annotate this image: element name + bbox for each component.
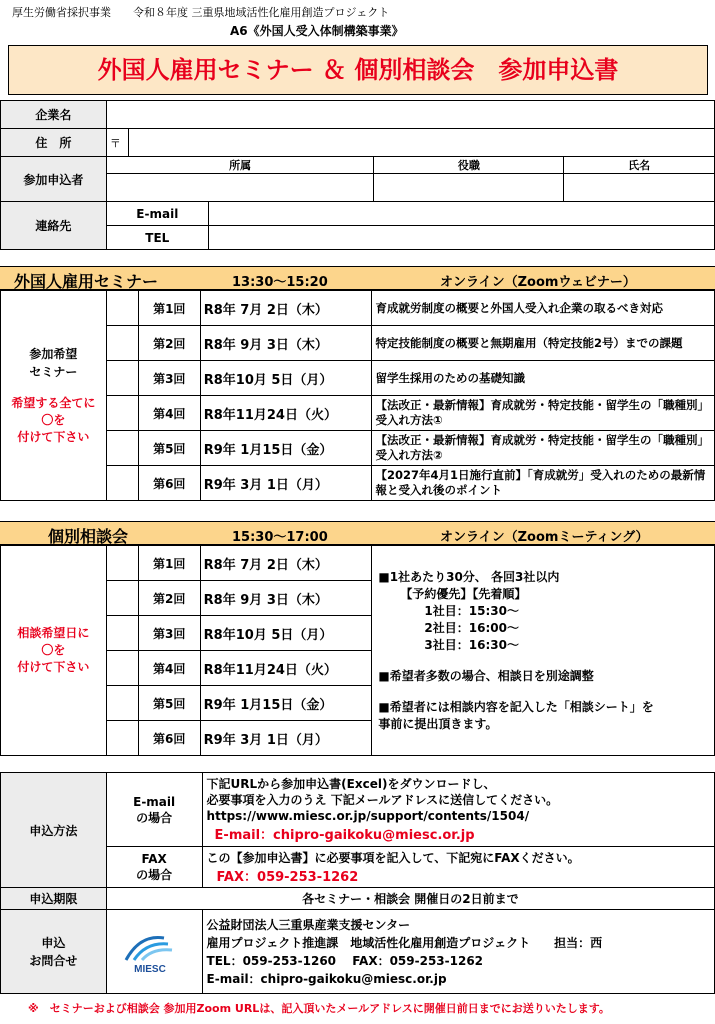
seminar-side-note: 希望する全てに 〇を 付けて下さい bbox=[11, 396, 96, 444]
consult-slot-2: 2社目：16:00～ bbox=[424, 620, 519, 635]
seminar-time: 13:30～15:20 bbox=[232, 275, 328, 290]
seminar-header bbox=[0, 266, 715, 290]
page-title: 外国人雇用セミナー ＆ 個別相談会 参加申込書 bbox=[97, 56, 619, 84]
address-input[interactable] bbox=[128, 129, 714, 157]
col-name: 氏名 bbox=[564, 157, 715, 174]
session-topic: 留学生採用のための基礎知識 bbox=[372, 361, 715, 396]
consult-side-note: 相談希望日に 〇を 付けて下さい bbox=[17, 626, 90, 674]
session-topic: 【法改正・最新情報】育成就労・特定技能・留学生の「職種別」受入れ方法② bbox=[372, 431, 715, 466]
session-no: 第3回 bbox=[138, 361, 200, 396]
session-no: 第6回 bbox=[138, 466, 200, 501]
session-topic: 【法改正・最新情報】育成就労・特定技能・留学生の「職種別」受入れ方法① bbox=[372, 396, 715, 431]
seminar-check-cell[interactable] bbox=[106, 291, 138, 326]
session-no: 第1回 bbox=[138, 291, 200, 326]
seminar-row bbox=[1, 396, 715, 431]
org-name: 公益財団法人三重県産業支援センター bbox=[206, 917, 411, 932]
session-date: R8年11月24日（火） bbox=[200, 396, 372, 431]
email-label: E-mail bbox=[106, 202, 208, 226]
dept-input[interactable] bbox=[106, 174, 374, 202]
consult-side-cell bbox=[1, 546, 107, 756]
session-no: 第5回 bbox=[138, 431, 200, 466]
email-instructions: 下記URLから参加申込書(Excel)をダウンロードし、 必要事項を入力のうえ 下記メールアドレスに送信してください。 https://www.miesc.or.jp/support/contents/1504/ bbox=[206, 777, 559, 823]
deadline-text: 各セミナー・相談会 開催日の2日前まで bbox=[106, 888, 714, 910]
consult-title: 個別相談会 bbox=[48, 527, 129, 546]
consult-no: 第4回 bbox=[138, 651, 200, 686]
footnote: ※ セミナーおよび相談会 参加用Zoom URLは、記入頂いたメールアドレスに開催日前日までにお送りいたします。 bbox=[28, 1002, 610, 1015]
consult-time: 15:30～17:00 bbox=[232, 530, 328, 545]
consult-date: R9年 3月 1日（月） bbox=[200, 721, 372, 756]
seminar-check-cell[interactable] bbox=[106, 326, 138, 361]
consult-header bbox=[0, 521, 715, 545]
session-no: 第2回 bbox=[138, 326, 200, 361]
method-label: 申込方法 bbox=[1, 773, 107, 888]
seminar-row bbox=[1, 291, 715, 326]
postal-mark: 〒 bbox=[106, 129, 128, 157]
consult-slot-3: 3社目：16:30～ bbox=[424, 637, 519, 652]
session-date: R8年10月 5日（月） bbox=[200, 361, 372, 396]
consult-note-2: 【予約優先】【先着順】 bbox=[400, 586, 527, 601]
col-dept: 所属 bbox=[106, 157, 374, 174]
tel-input[interactable] bbox=[208, 226, 714, 250]
ministry-project-line: 厚生労働省採択事業 令和８年度 三重県地域活性化雇用創造プロジェクト bbox=[12, 6, 390, 19]
consult-no: 第2回 bbox=[138, 581, 200, 616]
company-label: 企業名 bbox=[1, 101, 107, 129]
contact-label: 連絡先 bbox=[1, 202, 107, 250]
seminar-check-cell[interactable] bbox=[106, 431, 138, 466]
seminar-row bbox=[1, 431, 715, 466]
consult-notes bbox=[372, 546, 715, 756]
col-position: 役職 bbox=[374, 157, 564, 174]
consult-date: R9年 1月15日（金） bbox=[200, 686, 372, 721]
subtitle: A6《外国人受入体制構築事業》 bbox=[230, 24, 404, 38]
seminar-row bbox=[1, 326, 715, 361]
consult-table bbox=[0, 545, 715, 756]
org-email[interactable]: E-mail：chipro-gaikoku@miesc.or.jp bbox=[206, 971, 447, 986]
session-date: R9年 3月 1日（月） bbox=[200, 466, 372, 501]
consult-date: R8年10月 5日（月） bbox=[200, 616, 372, 651]
consult-no: 第5回 bbox=[138, 686, 200, 721]
fax-instructions: この【参加申込書】に必要事項を記入して、下記宛にFAXください。 bbox=[206, 851, 580, 865]
seminar-check-cell[interactable] bbox=[106, 361, 138, 396]
seminar-row bbox=[1, 466, 715, 501]
consult-check-cell[interactable] bbox=[106, 721, 138, 756]
session-topic: 育成就労制度の概要と外国人受入れ企業の取るべき対応 bbox=[372, 291, 715, 326]
consult-no: 第3回 bbox=[138, 616, 200, 651]
session-topic: 特定技能制度の概要と無期雇用（特定技能2号）までの課題 bbox=[372, 326, 715, 361]
consult-check-cell[interactable] bbox=[106, 546, 138, 581]
consult-no: 第6回 bbox=[138, 721, 200, 756]
contact-label-2: 申込 お問合せ bbox=[1, 910, 107, 994]
consult-check-cell[interactable] bbox=[106, 616, 138, 651]
position-input[interactable] bbox=[374, 174, 564, 202]
name-input[interactable] bbox=[564, 174, 715, 202]
seminar-mode: オンライン（Zoomウェビナー） bbox=[440, 275, 636, 290]
consult-check-cell[interactable] bbox=[106, 581, 138, 616]
participant-label: 参加申込者 bbox=[1, 157, 107, 202]
email-address[interactable]: E-mail：chipro-gaikoku@miesc.or.jp bbox=[214, 828, 475, 843]
consult-check-cell[interactable] bbox=[106, 651, 138, 686]
deadline-label: 申込期限 bbox=[1, 888, 107, 910]
seminar-title: 外国人雇用セミナー bbox=[14, 272, 159, 291]
consult-note-1: ■1社あたり30分、 各回3社以内 bbox=[378, 569, 560, 584]
seminar-row bbox=[1, 361, 715, 396]
company-input[interactable] bbox=[106, 101, 714, 129]
fax-number: FAX：059-253-1262 bbox=[216, 870, 359, 885]
fax-case: FAX の場合 bbox=[106, 847, 202, 888]
org-tel-fax: TEL：059-253-1260 FAX：059-253-1262 bbox=[206, 953, 484, 968]
session-date: R8年 9月 3日（木） bbox=[200, 326, 372, 361]
consult-date: R8年 9月 3日（木） bbox=[200, 581, 372, 616]
seminar-side-cell bbox=[1, 291, 107, 501]
consult-date: R8年11月24日（火） bbox=[200, 651, 372, 686]
logo-text: MIESC bbox=[134, 964, 166, 975]
session-no: 第4回 bbox=[138, 396, 200, 431]
org-dept: 雇用プロジェクト推進課 地域活性化雇用創造プロジェクト 担当：西 bbox=[206, 935, 603, 950]
consult-no: 第1回 bbox=[138, 546, 200, 581]
seminar-table bbox=[0, 290, 715, 501]
consult-mode: オンライン（Zoomミーティング） bbox=[440, 530, 649, 545]
miesc-logo bbox=[120, 930, 180, 976]
consult-check-cell[interactable] bbox=[106, 686, 138, 721]
consult-row bbox=[1, 546, 715, 581]
session-topic: 【2027年4月1日施行直前】「育成就労」受入れのための最新情報と受入れ後のポイント bbox=[372, 466, 715, 501]
address-label: 住 所 bbox=[1, 129, 107, 157]
consult-slot-1: 1社目：15:30～ bbox=[424, 603, 519, 618]
seminar-side-label: 参加希望 セミナー bbox=[29, 347, 78, 379]
consult-date: R8年 7月 2日（木） bbox=[200, 546, 372, 581]
tel-label: TEL bbox=[106, 226, 208, 250]
email-input[interactable] bbox=[208, 202, 714, 226]
session-date: R9年 1月15日（金） bbox=[200, 431, 372, 466]
consult-note-4: ■希望者には相談内容を記入した「相談シート」を 事前に提出頂きます。 bbox=[378, 699, 654, 731]
session-date: R8年 7月 2日（木） bbox=[200, 291, 372, 326]
seminar-check-cell[interactable] bbox=[106, 396, 138, 431]
email-case: E-mail の場合 bbox=[106, 773, 202, 847]
applicant-table bbox=[0, 100, 715, 250]
consult-note-3: ■希望者多数の場合、相談日を別途調整 bbox=[378, 668, 594, 683]
seminar-check-cell[interactable] bbox=[106, 466, 138, 501]
apply-table bbox=[0, 772, 715, 994]
